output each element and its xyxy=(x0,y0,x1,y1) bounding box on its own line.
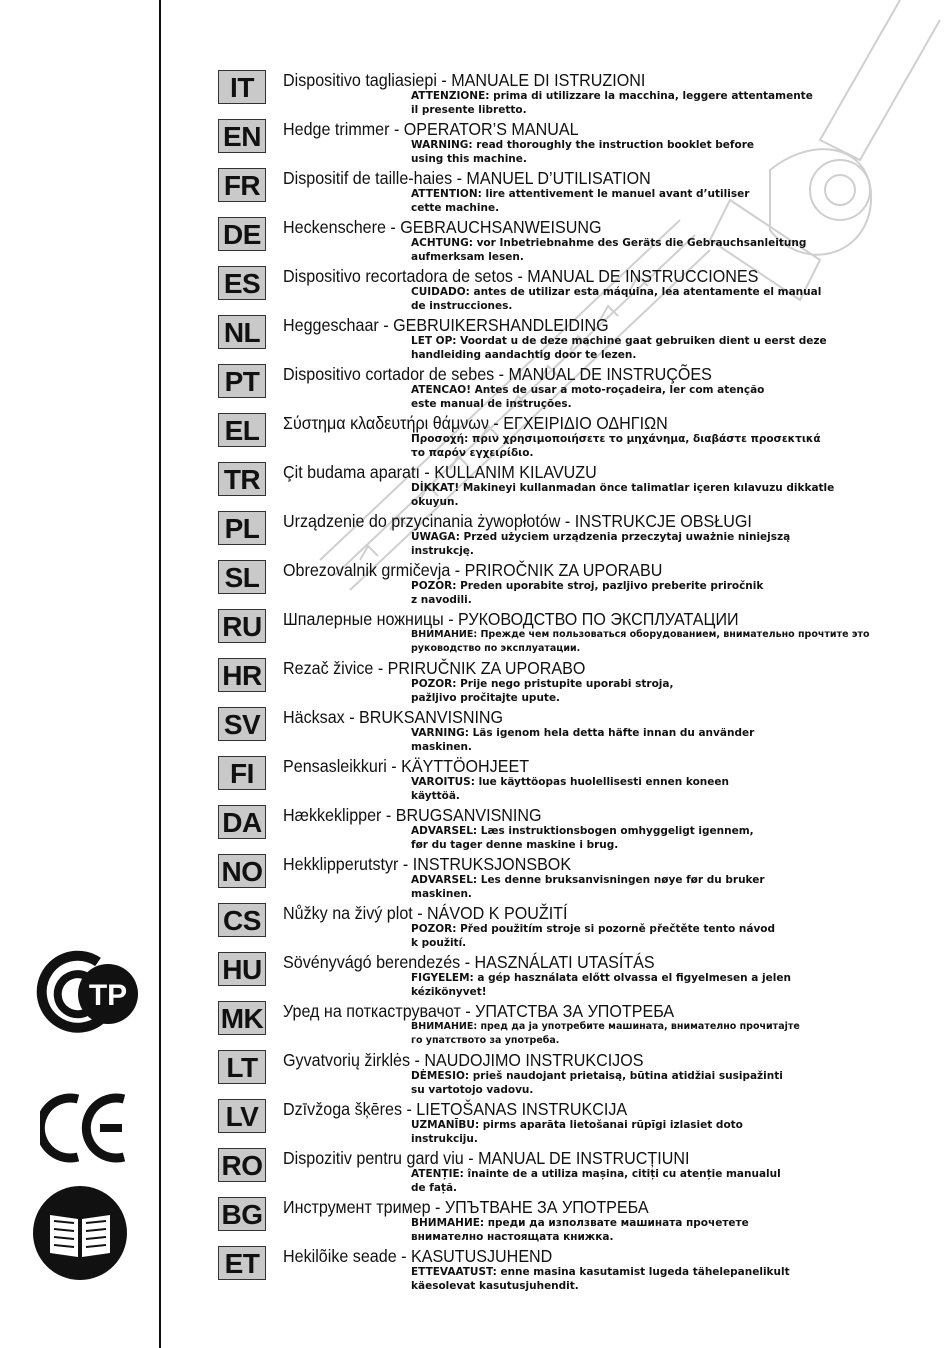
manual-entry-en xyxy=(218,119,918,167)
language-code: DA xyxy=(218,805,266,839)
entry-warning: POZOR: Preden uporabite stroj, pazljivo preberite priročnik z navodili. xyxy=(411,580,764,606)
language-code: ET xyxy=(218,1246,266,1280)
language-code: EL xyxy=(218,413,266,447)
entry-title: Hækkeklipper - BRUGSANVISNING xyxy=(283,805,542,825)
entry-title: Hekilõike seade - KASUTUSJUHEND xyxy=(283,1246,553,1266)
entry-title: Urządzenie do przycinania żywopłotów - INSTRUKCJE OBSŁUGI xyxy=(283,511,752,531)
manual-entry-es xyxy=(218,266,918,314)
entry-title: Pensasleikkuri - KÄYTTÖOHJEET xyxy=(283,756,530,776)
entry-warning: ADVARSEL: Læs instruktionsbogen omhyggeligt igennem, før du tager denne maskine i brug. xyxy=(411,825,754,851)
manual-entry-et xyxy=(218,1246,918,1294)
entry-warning: LET OP: Voordat u de deze machine gaat gebruiken dient u eerst deze handleiding aandachtig door te lezen. xyxy=(411,335,827,361)
entry-title: Σύστημα κλαδευτήρι θάμνων - ΕΓΧΕΙΡΙΔΙΟ ΟΔΗΓΙΩΝ xyxy=(283,413,668,433)
entry-warning: ETTEVAATUST: enne masina kasutamist lugeda tähelepanelikult käesolevat kasutusjuhendit. xyxy=(411,1266,790,1292)
language-code: BG xyxy=(218,1197,266,1231)
entry-warning: VARNING: Läs igenom hela detta häfte innan du använder maskinen. xyxy=(411,727,755,753)
manual-entry-de xyxy=(218,217,918,265)
entry-warning: CUIDADO: antes de utilizar esta máquina, lea atentamente el manual de instrucciones. xyxy=(411,286,822,312)
entry-title: Dispositivo recortadora de setos - MANUAL DE INSTRUCCIONES xyxy=(283,266,759,286)
manual-entry-hr xyxy=(218,658,918,706)
language-code: SL xyxy=(218,560,266,594)
entry-title: Dispositif de taille-haies - MANUEL D’UTILISATION xyxy=(283,168,651,188)
entry-warning: ATTENTION: lire attentivement le manuel avant d’utiliser cette machine. xyxy=(411,188,750,214)
manual-entry-mk xyxy=(218,1001,918,1049)
language-code: PL xyxy=(218,511,266,545)
manual-entry-nl xyxy=(218,315,918,363)
entry-title: Dispositivo cortador de sebes - MANUAL DE INSTRUÇÕES xyxy=(283,364,712,384)
entry-title: Dispozitiv pentru gard viu - MANUAL DE INSTRUCȚIUNI xyxy=(283,1148,690,1168)
manual-entry-pl xyxy=(218,511,918,559)
gost-mark-label: ТР xyxy=(88,979,128,1012)
manual-entry-pt xyxy=(218,364,918,412)
language-code: RO xyxy=(218,1148,266,1182)
entry-title: Dzīvžoga šķēres - LIETOŠANAS INSTRUKCIJA xyxy=(283,1099,628,1119)
language-code: NL xyxy=(218,315,266,349)
entry-warning: WARNING: read thoroughly the instruction booklet before using this machine. xyxy=(411,139,754,165)
manual-entry-ro xyxy=(218,1148,918,1196)
language-code: HU xyxy=(218,952,266,986)
manual-entry-it xyxy=(218,70,918,118)
language-code: DE xyxy=(218,217,266,251)
language-code: FR xyxy=(218,168,266,202)
manual-entry-lt xyxy=(218,1050,918,1098)
manual-entry-lv xyxy=(218,1099,918,1147)
read-manual-icon xyxy=(32,1185,128,1281)
entry-title: Уред на поткаструвачот - УПАТСТВА ЗА УПОТРЕБА xyxy=(283,1001,675,1021)
entry-warning: VAROITUS: lue käyttöopas huolellisesti ennen koneen käyttöä. xyxy=(411,776,729,802)
manual-entry-fr xyxy=(218,168,918,216)
language-code: NO xyxy=(218,854,266,888)
entry-warning: POZOR: Prije nego pristupite uporabi stroja, pažljivo pročitajte upute. xyxy=(411,678,674,704)
manual-entry-hu xyxy=(218,952,918,1000)
entry-title: Dispositivo tagliasiepi - MANUALE DI ISTRUZIONI xyxy=(283,70,646,90)
language-code: LV xyxy=(218,1099,266,1133)
entry-title: Rezač živice - PRIRUČNIK ZA UPORABO xyxy=(283,658,586,678)
entry-title: Sövényvágó berendezés - HASZNÁLATI UTASÍTÁS xyxy=(283,952,655,972)
entry-title: Heggeschaar - GEBRUIKERSHANDLEIDING xyxy=(283,315,609,335)
language-code: SV xyxy=(218,707,266,741)
entry-warning: UZMANĪBU: pirms aparāta lietošanai rūpīgi izlasiet doto instrukciju. xyxy=(411,1119,743,1145)
language-code: LT xyxy=(218,1050,266,1084)
language-code: HR xyxy=(218,658,266,692)
entry-title: Nůžky na živý plot - NÁVOD K POUŽITÍ xyxy=(283,903,568,923)
manual-entry-ru xyxy=(218,609,918,657)
entry-warning: UWAGA: Przed użyciem urządzenia przeczytaj uważnie niniejszą instrukcję. xyxy=(411,531,791,557)
manual-entry-bg xyxy=(218,1197,918,1245)
entry-title: Çit budama aparatı - KULLANIM KILAVUZU xyxy=(283,462,597,482)
entry-warning: FIGYELEM: a gép használata előtt olvassa el figyelmesen a jelen kézikönyvet! xyxy=(411,972,791,998)
manual-entry-da xyxy=(218,805,918,853)
entry-warning: POZOR: Před použitím stroje si pozorně přečtěte tento návod k použití. xyxy=(411,923,776,949)
entry-warning: ВНИМАНИЕ: преди да използвате машината прочетете внимателно настоящата книжка. xyxy=(411,1217,749,1243)
manual-entry-sl xyxy=(218,560,918,608)
entry-warning: DİKKAT! Makineyi kullanmadan önce talimatlar içeren kılavuzu dikkatle okuyun. xyxy=(411,482,835,508)
language-code: TR xyxy=(218,462,266,496)
entry-warning: DĖMESIO: prieš naudojant prietaisą, būtina atidžiai susipažinti su vartotojo vadovu. xyxy=(411,1070,783,1096)
entry-title: Hedge trimmer - OPERATOR’S MANUAL xyxy=(283,119,579,139)
entry-title: Инструмент тример - УПЪТВАНЕ ЗА УПОТРЕБА xyxy=(283,1197,649,1217)
entry-warning: ВНИМАНИЕ: пред да ја употребите машината, внимателно прочитајте го упатството за употреба. xyxy=(411,1021,800,1046)
language-code: MK xyxy=(218,1001,266,1035)
entry-warning: Προσοχή: πριν χρησιμοποιήσετε το μηχάνημα, διαβάστε προσεκτικά το παρόν εγχειρίδιο. xyxy=(411,433,821,459)
manual-entry-cs xyxy=(218,903,918,951)
language-code: FI xyxy=(218,756,266,790)
gost-certification-icon xyxy=(28,948,146,1040)
entry-title: Obrezovalnik grmičevja - PRIROČNIK ZA UPORABU xyxy=(283,560,663,580)
entry-title: Шпалерные ножницы - РУКОВОДСТВО ПО ЭКСПЛУАТАЦИИ xyxy=(283,609,739,629)
vertical-divider xyxy=(159,0,161,1348)
entry-title: Heckenschere - GEBRAUCHSANWEISUNG xyxy=(283,217,602,237)
entry-title: Hekklipperutstyr - INSTRUKSJONSBOK xyxy=(283,854,572,874)
language-code: RU xyxy=(218,609,266,643)
entry-warning: ATENCAO! Antes de usar a moto-roçadeira, ler com atenção este manual de instruções. xyxy=(411,384,765,410)
manual-entry-el xyxy=(218,413,918,461)
language-code: PT xyxy=(218,364,266,398)
manual-entry-no xyxy=(218,854,918,902)
entry-title: Gyvatvorių žirklės - NAUDOJIMO INSTRUKCIJOS xyxy=(283,1050,644,1070)
language-code: CS xyxy=(218,903,266,937)
entry-warning: ВНИМАНИЕ: Прежде чем пользоваться оборудованием, внимательно прочтите это руководство по эксплуатации. xyxy=(411,629,870,654)
entry-warning: ATTENZIONE: prima di utilizzare la macchina, leggere attentamente il presente libretto. xyxy=(411,90,813,116)
entry-warning: ADVARSEL: Les denne bruksanvisningen nøye før du bruker maskinen. xyxy=(411,874,765,900)
language-code: ES xyxy=(218,266,266,300)
entry-title: Häcksax - BRUKSANVISNING xyxy=(283,707,504,727)
manual-entry-fi xyxy=(218,756,918,804)
manual-entry-tr xyxy=(218,462,918,510)
manual-entry-sv xyxy=(218,707,918,755)
entry-warning: ACHTUNG: vor Inbetriebnahme des Geräts die Gebrauchsanleitung aufmerksam lesen. xyxy=(411,237,807,263)
language-code: EN xyxy=(218,119,266,153)
ce-mark-icon xyxy=(40,1093,130,1163)
language-code: IT xyxy=(218,70,266,104)
entry-warning: ATENȚIE: înainte de a utiliza mașina, citiți cu atenție manualul de față. xyxy=(411,1168,781,1194)
